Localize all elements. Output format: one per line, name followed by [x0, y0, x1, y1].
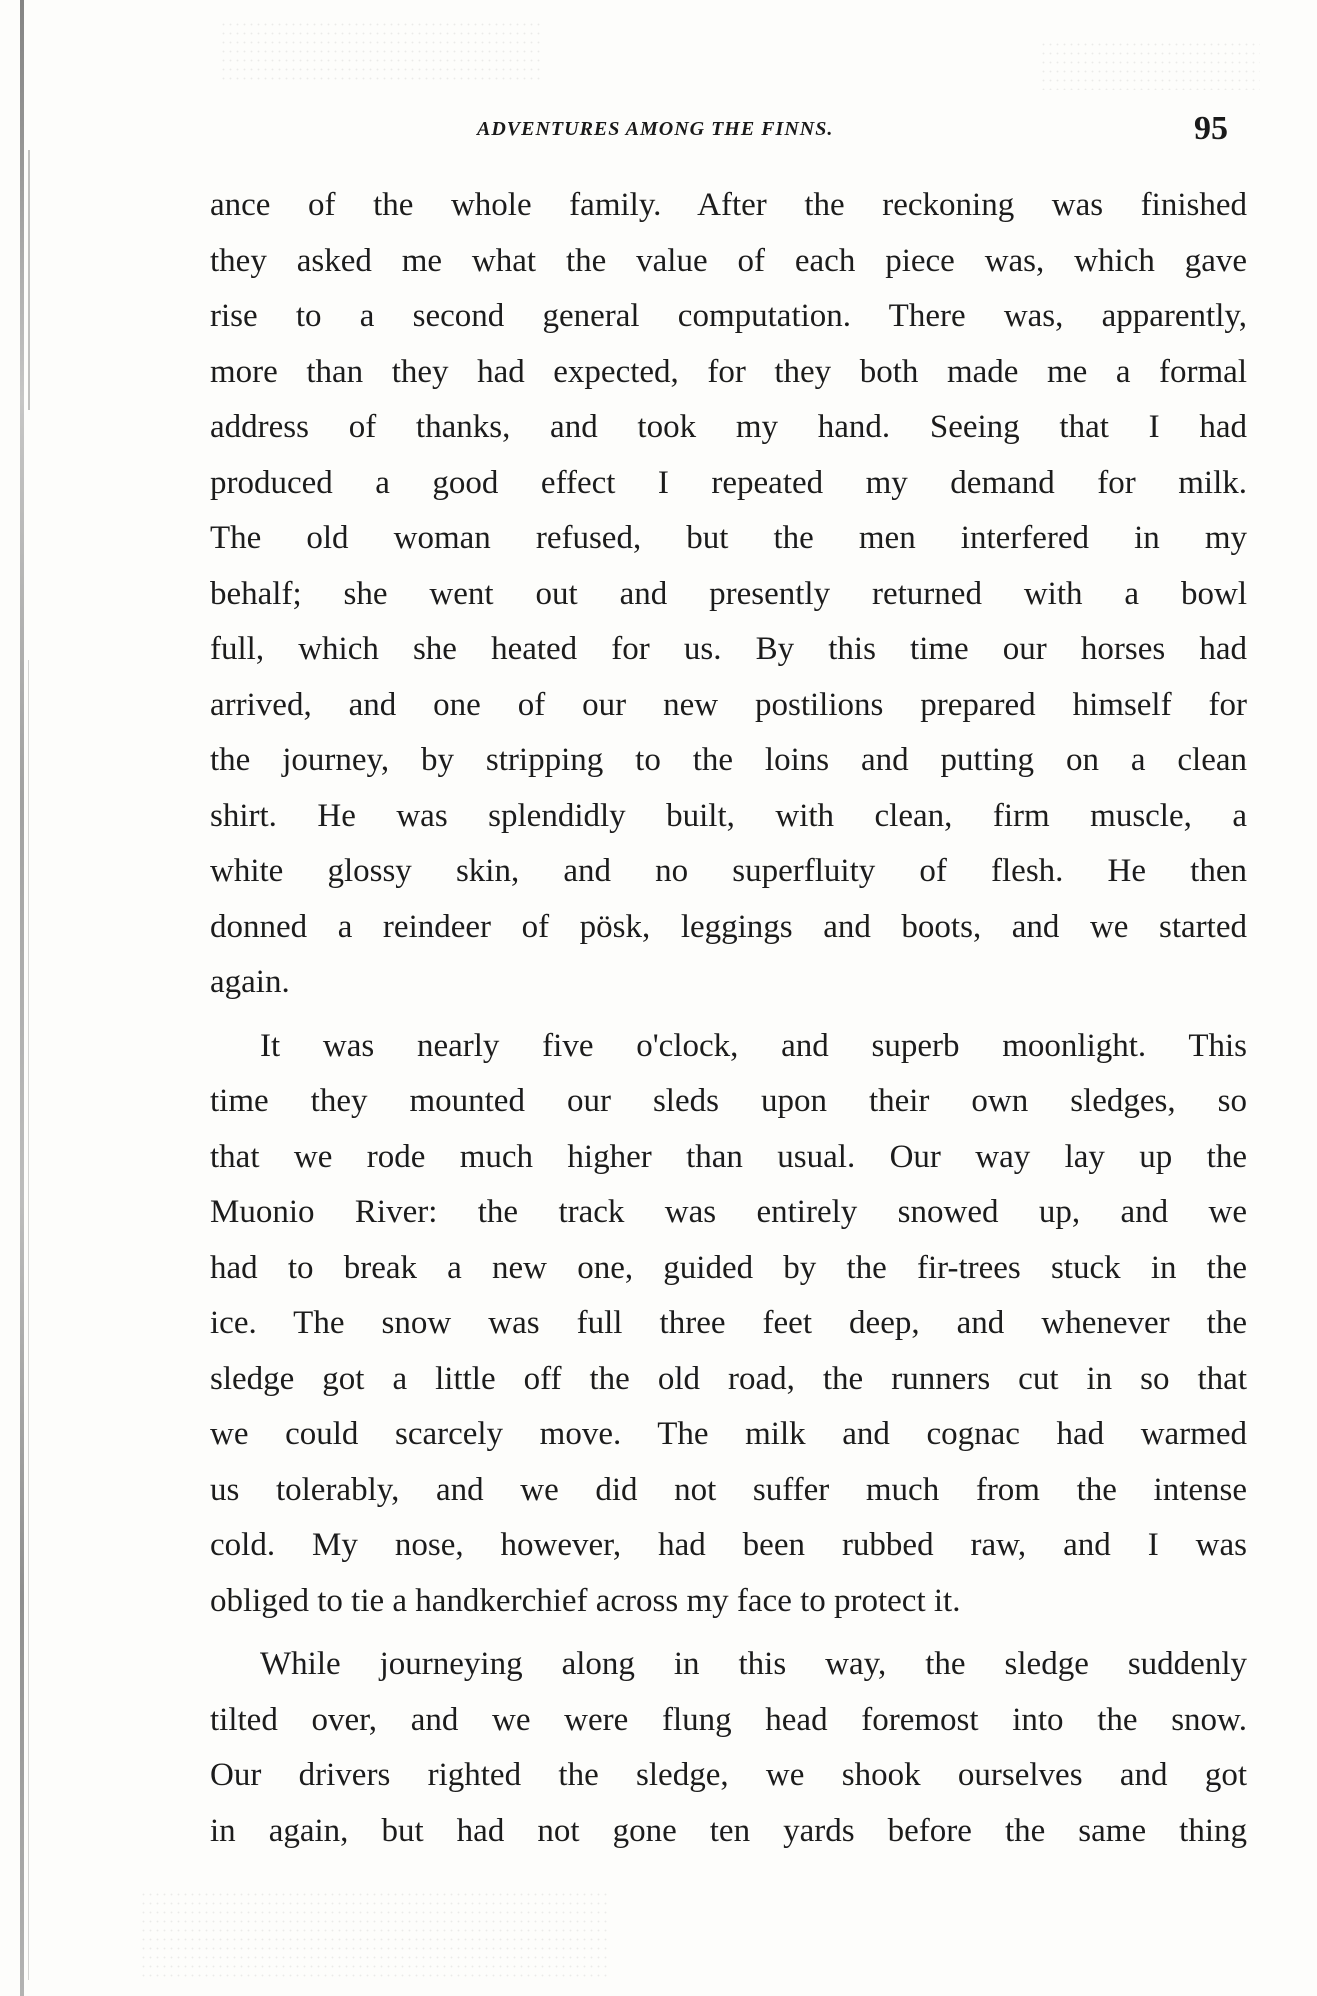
paragraph-gap	[210, 1629, 1247, 1637]
text-line: While journeying along in this way, the sledge suddenly	[260, 1646, 1247, 1682]
text-line: obliged to tie a handkerchief across my face to protect it.	[210, 1582, 961, 1619]
text-line: arrived, and one of our new postilions prepared himself for	[210, 686, 1247, 723]
body-text	[210, 178, 1247, 1859]
text-line: ice. The snow was full three feet deep, and whenever the	[210, 1305, 1247, 1341]
binding-shadow	[28, 150, 30, 410]
text-line: address of thanks, and took my hand. Seeing that I had	[210, 409, 1247, 445]
text-line: more than they had expected, for they both made me a formal	[210, 353, 1247, 390]
paragraph-gap	[210, 1011, 1247, 1019]
text-line: full, which she heated for us. By this time our horses had	[210, 631, 1247, 667]
text-line: It was nearly five o'clock, and superb moonlight. This	[260, 1027, 1247, 1064]
text-line: again.	[210, 964, 290, 1000]
text-line: Muonio River: the track was entirely snowed up, and we	[210, 1194, 1247, 1230]
page-margin-line	[28, 660, 29, 1980]
text-line: us tolerably, and we did not suffer much from the intense	[210, 1471, 1247, 1508]
text-line: sledge got a little off the old road, the runners cut in so that	[210, 1360, 1247, 1397]
running-head: ADVENTURES AMONG THE FINNS.	[477, 118, 834, 140]
text-line: in again, but had not gone ten yards before the same thing	[210, 1812, 1247, 1849]
paper-speckle	[140, 1890, 610, 1980]
text-line: cold. My nose, however, had been rubbed raw, and I was	[210, 1527, 1247, 1563]
text-line: we could scarcely move. The milk and cognac had warmed	[210, 1416, 1247, 1452]
text-line: donned a reindeer of pösk, leggings and boots, and we started	[210, 908, 1247, 945]
text-line: tilted over, and we were flung head foremost into the snow.	[210, 1701, 1247, 1738]
text-line: white glossy skin, and no superfluity of flesh. He then	[210, 853, 1247, 889]
text-line: the journey, by stripping to the loins and putting on a clean	[210, 742, 1247, 778]
text-line: Our drivers righted the sledge, we shook ourselves and got	[210, 1757, 1247, 1793]
paper-speckle	[220, 20, 540, 80]
text-line: time they mounted our sleds upon their own sledges, so	[210, 1083, 1247, 1119]
text-line: produced a good effect I repeated my demand for milk.	[210, 464, 1247, 501]
paper-speckle	[1040, 40, 1260, 90]
text-line: rise to a second general computation. There was, apparently,	[210, 298, 1247, 334]
text-line: they asked me what the value of each piece was, which gave	[210, 242, 1247, 279]
page-header	[0, 110, 1317, 150]
text-line: had to break a new one, guided by the fir-trees stuck in the	[210, 1249, 1247, 1286]
text-line: ance of the whole family. After the reckoning was finished	[210, 187, 1247, 223]
text-line: The old woman refused, but the men interfered in my	[210, 520, 1247, 556]
page-number: 95	[1194, 110, 1228, 147]
text-line: behalf; she went out and presently returned with a bowl	[210, 575, 1247, 612]
text-line: that we rode much higher than usual. Our way lay up the	[210, 1138, 1247, 1175]
binding-edge	[20, 0, 24, 1996]
text-line: shirt. He was splendidly built, with clean, firm muscle, a	[210, 797, 1247, 834]
